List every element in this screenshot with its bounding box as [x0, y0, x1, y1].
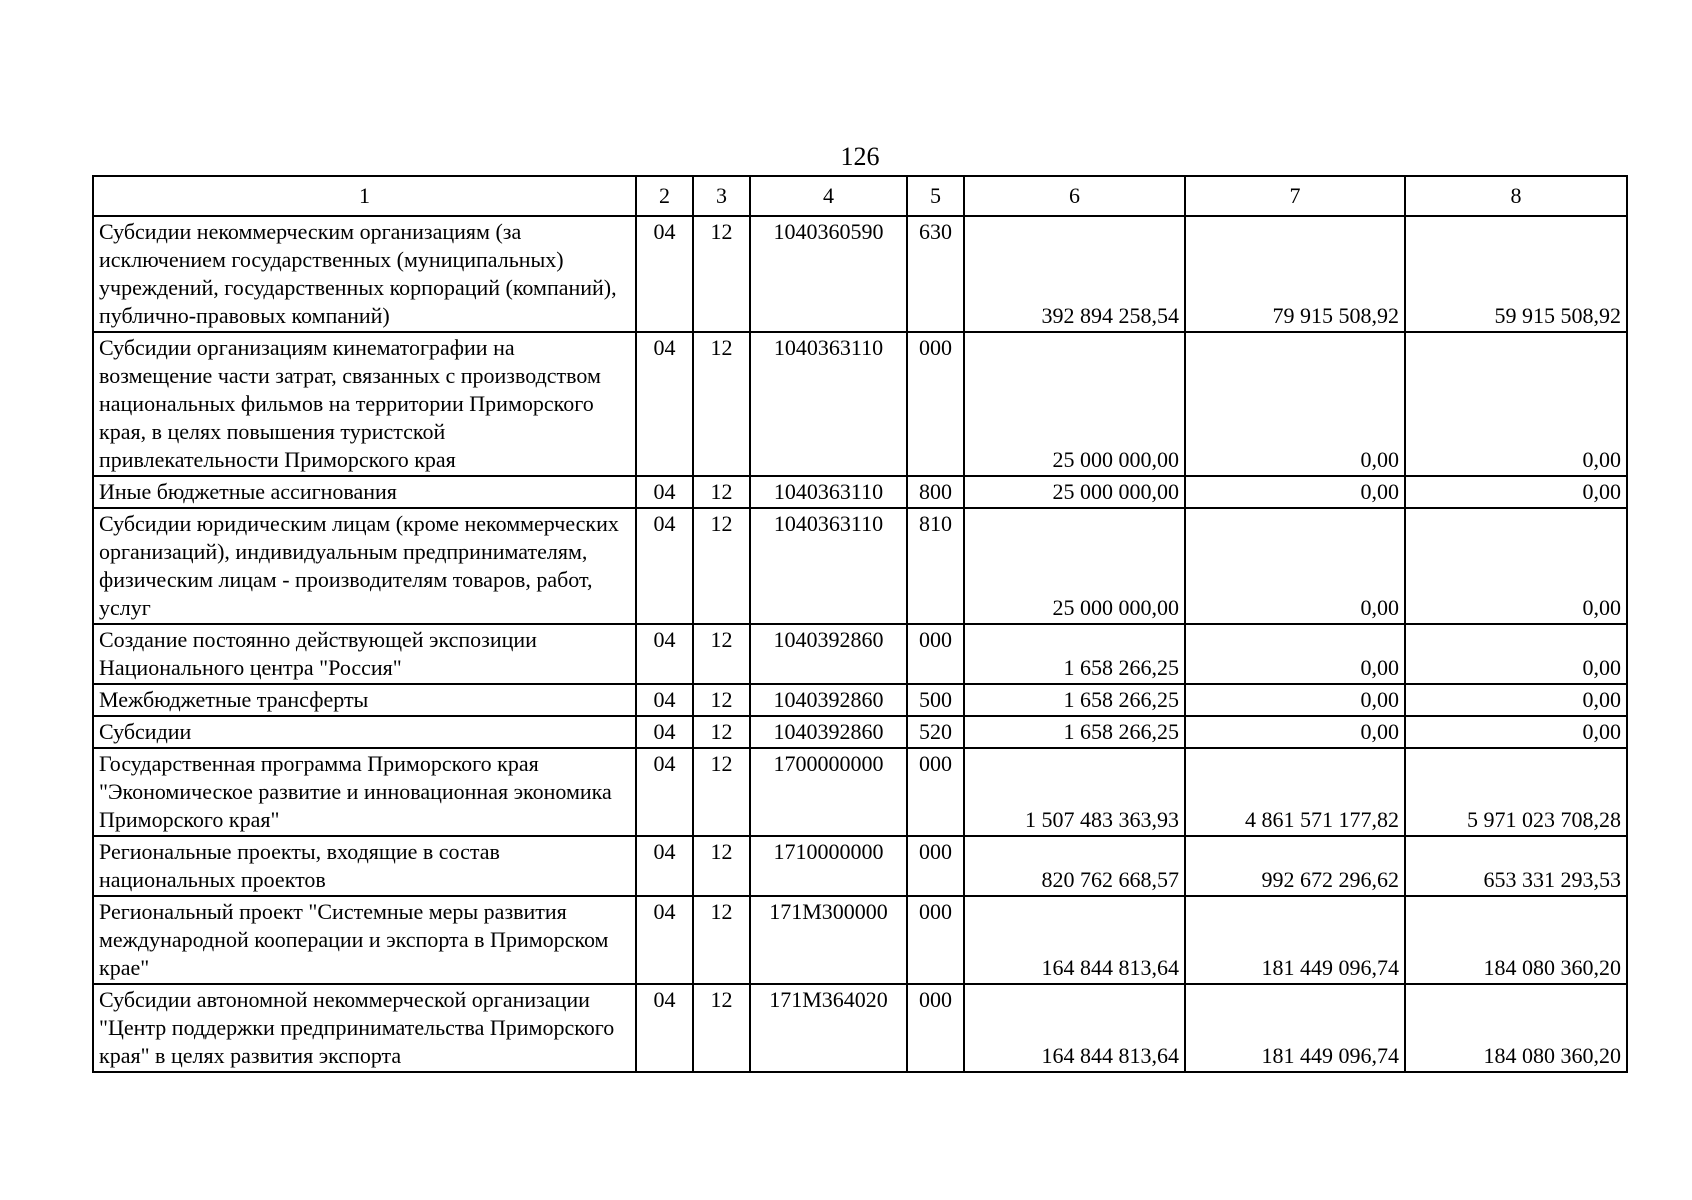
row-section: 04 — [636, 984, 693, 1072]
row-section: 04 — [636, 476, 693, 508]
row-name: Создание постоянно действующей экспозиции Национального центра "Россия" — [93, 624, 636, 684]
header-col-8: 8 — [1405, 176, 1627, 216]
row-expense-type: 000 — [907, 624, 964, 684]
row-target-article: 1700000000 — [750, 748, 907, 836]
row-section: 04 — [636, 748, 693, 836]
row-name: Субсидии некоммерческим организациям (за исключением государственных (муниципальных) учреждений, государственных корпораций (компаний), публично-правовых компаний) — [93, 216, 636, 332]
table-row — [93, 332, 1627, 476]
row-amount-col7: 0,00 — [1185, 716, 1405, 748]
row-expense-type: 000 — [907, 836, 964, 896]
row-expense-type: 500 — [907, 684, 964, 716]
row-target-article: 1040363110 — [750, 476, 907, 508]
row-subsection: 12 — [693, 508, 750, 624]
row-section: 04 — [636, 332, 693, 476]
row-target-article: 1040392860 — [750, 624, 907, 684]
row-expense-type: 810 — [907, 508, 964, 624]
row-expense-type: 000 — [907, 748, 964, 836]
header-col-1: 1 — [93, 176, 636, 216]
row-section: 04 — [636, 624, 693, 684]
row-amount-col7: 0,00 — [1185, 332, 1405, 476]
row-amount-col6: 25 000 000,00 — [964, 508, 1185, 624]
row-amount-col7: 181 449 096,74 — [1185, 896, 1405, 984]
row-amount-col8: 0,00 — [1405, 508, 1627, 624]
row-section: 04 — [636, 684, 693, 716]
row-name: Субсидии автономной некоммерческой организации "Центр поддержки предпринимательства Приморского края" в целях развития экспорта — [93, 984, 636, 1072]
row-amount-col7: 0,00 — [1185, 508, 1405, 624]
row-amount-col8: 0,00 — [1405, 624, 1627, 684]
row-amount-col6: 25 000 000,00 — [964, 332, 1185, 476]
table-body — [93, 216, 1627, 1072]
row-amount-col6: 392 894 258,54 — [964, 216, 1185, 332]
row-amount-col7: 181 449 096,74 — [1185, 984, 1405, 1072]
table-row — [93, 716, 1627, 748]
row-target-article: 1710000000 — [750, 836, 907, 896]
row-subsection: 12 — [693, 624, 750, 684]
table-row — [93, 216, 1627, 332]
row-subsection: 12 — [693, 476, 750, 508]
row-name: Субсидии организациям кинематографии на возмещение части затрат, связанных с производством национальных фильмов на территории Приморского края, в целях повышения туристской привлекательности Приморского края — [93, 332, 636, 476]
table-row — [93, 476, 1627, 508]
row-expense-type: 800 — [907, 476, 964, 508]
row-amount-col7: 0,00 — [1185, 476, 1405, 508]
header-col-5: 5 — [907, 176, 964, 216]
row-amount-col7: 0,00 — [1185, 684, 1405, 716]
row-target-article: 1040363110 — [750, 508, 907, 624]
table-row — [93, 896, 1627, 984]
table-header — [93, 176, 1627, 216]
row-name: Региональные проекты, входящие в состав национальных проектов — [93, 836, 636, 896]
row-amount-col8: 0,00 — [1405, 332, 1627, 476]
row-subsection: 12 — [693, 984, 750, 1072]
header-col-3: 3 — [693, 176, 750, 216]
row-name: Государственная программа Приморского края "Экономическое развитие и инновационная экономика Приморского края" — [93, 748, 636, 836]
row-subsection: 12 — [693, 748, 750, 836]
row-expense-type: 000 — [907, 896, 964, 984]
page-number: 126 — [840, 142, 880, 171]
row-amount-col7: 79 915 508,92 — [1185, 216, 1405, 332]
row-subsection: 12 — [693, 332, 750, 476]
row-name: Субсидии юридическим лицам (кроме некоммерческих организаций), индивидуальным предпринимателям, физическим лицам - производителям товаров, работ, услуг — [93, 508, 636, 624]
row-section: 04 — [636, 508, 693, 624]
header-col-6: 6 — [964, 176, 1185, 216]
table-row — [93, 984, 1627, 1072]
row-amount-col8: 653 331 293,53 — [1405, 836, 1627, 896]
row-section: 04 — [636, 836, 693, 896]
row-target-article: 171М364020 — [750, 984, 907, 1072]
row-amount-col8: 59 915 508,92 — [1405, 216, 1627, 332]
row-amount-col6: 25 000 000,00 — [964, 476, 1185, 508]
row-target-article: 171М300000 — [750, 896, 907, 984]
row-section: 04 — [636, 216, 693, 332]
table-row — [93, 684, 1627, 716]
row-name: Иные бюджетные ассигнования — [93, 476, 636, 508]
row-amount-col7: 4 861 571 177,82 — [1185, 748, 1405, 836]
row-subsection: 12 — [693, 896, 750, 984]
row-amount-col6: 1 658 266,25 — [964, 716, 1185, 748]
header-col-7: 7 — [1185, 176, 1405, 216]
row-target-article: 1040392860 — [750, 716, 907, 748]
row-amount-col6: 164 844 813,64 — [964, 896, 1185, 984]
row-amount-col6: 820 762 668,57 — [964, 836, 1185, 896]
row-name: Региональный проект "Системные меры развития международной кооперации и экспорта в Приморском крае" — [93, 896, 636, 984]
row-expense-type: 520 — [907, 716, 964, 748]
row-subsection: 12 — [693, 216, 750, 332]
row-expense-type: 630 — [907, 216, 964, 332]
row-name: Межбюджетные трансферты — [93, 684, 636, 716]
header-col-4: 4 — [750, 176, 907, 216]
row-target-article: 1040360590 — [750, 216, 907, 332]
row-target-article: 1040363110 — [750, 332, 907, 476]
row-amount-col8: 0,00 — [1405, 716, 1627, 748]
row-amount-col8: 184 080 360,20 — [1405, 984, 1627, 1072]
header-row — [93, 176, 1627, 216]
row-section: 04 — [636, 716, 693, 748]
row-amount-col6: 1 658 266,25 — [964, 624, 1185, 684]
table-row — [93, 624, 1627, 684]
header-col-2: 2 — [636, 176, 693, 216]
row-amount-col6: 1 507 483 363,93 — [964, 748, 1185, 836]
row-amount-col8: 0,00 — [1405, 684, 1627, 716]
row-subsection: 12 — [693, 836, 750, 896]
row-target-article: 1040392860 — [750, 684, 907, 716]
row-amount-col8: 5 971 023 708,28 — [1405, 748, 1627, 836]
row-subsection: 12 — [693, 716, 750, 748]
row-amount-col7: 992 672 296,62 — [1185, 836, 1405, 896]
row-amount-col7: 0,00 — [1185, 624, 1405, 684]
row-name: Субсидии — [93, 716, 636, 748]
row-section: 04 — [636, 896, 693, 984]
row-amount-col6: 1 658 266,25 — [964, 684, 1185, 716]
table-row — [93, 508, 1627, 624]
row-subsection: 12 — [693, 684, 750, 716]
row-amount-col8: 0,00 — [1405, 476, 1627, 508]
budget-table — [92, 175, 1628, 1073]
row-expense-type: 000 — [907, 332, 964, 476]
table-row — [93, 748, 1627, 836]
row-amount-col6: 164 844 813,64 — [964, 984, 1185, 1072]
table-row — [93, 836, 1627, 896]
row-amount-col8: 184 080 360,20 — [1405, 896, 1627, 984]
row-expense-type: 000 — [907, 984, 964, 1072]
